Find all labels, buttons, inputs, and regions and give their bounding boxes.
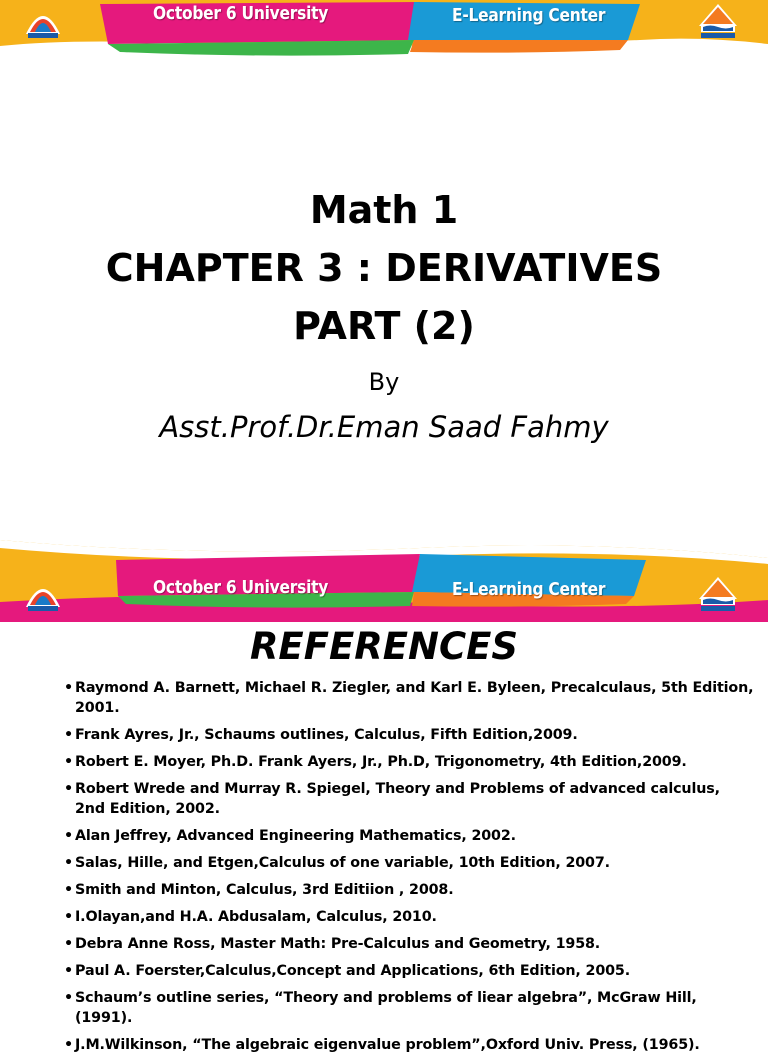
chapter-title: CHAPTER 3 : DERIVATIVES xyxy=(105,246,663,290)
pyramid-emblem-icon xyxy=(697,575,739,613)
university-name: October 6 University xyxy=(153,3,329,24)
by-label: By xyxy=(368,368,400,396)
elearning-center-name: E-Learning Center xyxy=(452,5,606,26)
pyramid-emblem-icon xyxy=(697,2,739,40)
references-heading: REFERENCES xyxy=(249,625,519,668)
header-banner xyxy=(0,0,768,82)
reference-item: • Salas, Hille, and Etgen,Calculus of one variable, 10th Edition, 2007. xyxy=(64,853,754,873)
reference-item: • J.M.Wilkinson, “The algebraic eigenvalue problem”,Oxford Univ. Press, (1965). xyxy=(64,1035,754,1055)
elearning-center-name: E-Learning Center xyxy=(452,579,606,600)
reference-item: • Frank Ayres, Jr., Schaums outlines, Calculus, Fifth Edition,2009. xyxy=(64,725,754,745)
references-slide xyxy=(0,540,768,1053)
reference-item: • Debra Anne Ross, Master Math: Pre-Calculus and Geometry, 1958. xyxy=(64,934,754,954)
reference-item: • Robert Wrede and Murray R. Spiegel, Theory and Problems of advanced calculus, 2nd Edition, 2002. xyxy=(64,779,754,819)
reference-item: • Raymond A. Barnett, Michael R. Ziegler, and Karl E. Byleen, Precalculaus, 5th Edition, 2001. xyxy=(64,678,754,718)
reference-item: • Robert E. Moyer, Ph.D. Frank Ayers, Jr., Ph.D, Trigonometry, 4th Edition,2009. xyxy=(64,752,754,772)
course-title: Math 1 xyxy=(309,188,459,232)
header-banner xyxy=(0,540,768,622)
university-emblem-icon xyxy=(22,4,64,40)
part-title: PART (2) xyxy=(293,304,475,348)
reference-item: • Alan Jeffrey, Advanced Engineering Mathematics, 2002. xyxy=(64,826,754,846)
author-name: Asst.Prof.Dr.Eman Saad Fahmy xyxy=(159,410,609,444)
reference-item: • Paul A. Foerster,Calculus,Concept and Applications, 6th Edition, 2005. xyxy=(64,961,754,981)
references-list xyxy=(64,678,754,1062)
university-name: October 6 University xyxy=(153,577,329,598)
reference-item: • Schaum’s outline series, “Theory and problems of liear algebra”, McGraw Hill, (1991). xyxy=(64,988,754,1028)
reference-item: • Smith and Minton, Calculus, 3rd Editiion , 2008. xyxy=(64,880,754,900)
university-emblem-icon xyxy=(22,577,64,613)
reference-item: • I.Olayan,and H.A. Abdusalam, Calculus, 2010. xyxy=(64,907,754,927)
